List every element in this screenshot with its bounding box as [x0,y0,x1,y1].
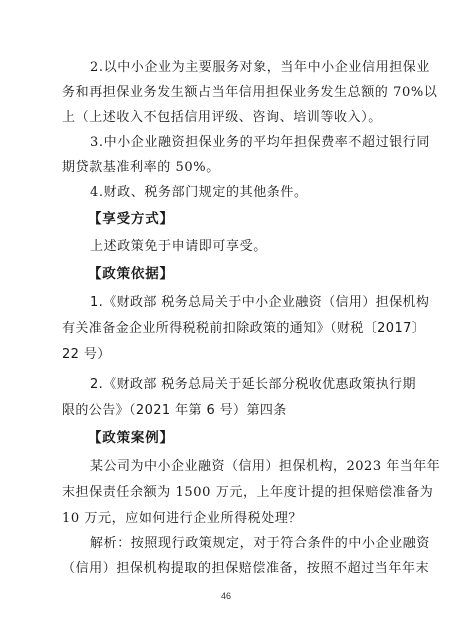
condition-3-line-1: 3.中小企业融资担保业务的平均年担保费率不超过银行同 [90,135,431,150]
policy-basis-1-line-1: 1.《财政部 税务总局关于中小企业融资（信用）担保机构 [90,295,430,310]
condition-3-line-2: 期贷款基准利率的 50%。 [62,160,220,175]
policy-basis-2-line-1: 2.《财政部 税务总局关于延长部分税收优惠政策执行期 [90,377,416,392]
condition-2-line-1: 2.以中小企业为主要服务对象，当年中小企业信用担保业 [90,60,431,75]
policy-case-para-2-line-1: 解析：按照现行政策规定，对于符合条件的中小企业融资 [90,536,431,551]
condition-2-line-2: 务和再担保业务发生额占当年信用担保业务发生总额的 70%以 [62,85,438,100]
policy-basis-2-line-2: 限的公告》（2021 年第 6 号）第四条 [62,403,287,418]
policy-case-para-1-line-1: 某公司为中小企业融资（信用）担保机构，2023 年当年年 [90,459,441,474]
policy-case-para-1-line-2: 末担保责任余额为 1500 万元，上年度计提的担保赔偿准备为 [62,485,434,500]
page-number: 46 [220,591,231,601]
policy-basis-1-line-2: 有关准备金企业所得税税前扣除政策的通知》（财税〔2017〕 [62,321,426,336]
enjoy-method-heading: 【享受方式】 [88,211,174,227]
policy-case-heading: 【政策案例】 [88,430,174,446]
policy-basis-heading: 【政策依据】 [88,266,174,282]
policy-case-para-2-line-2: （信用）担保机构提取的担保赔偿准备，按照不超过当年年末 [62,561,430,576]
enjoy-method-text: 上述政策免于申请即可享受。 [90,239,267,254]
policy-case-para-1-line-3: 10 万元，应如何进行企业所得税处理？ [62,511,303,526]
policy-basis-1-line-3: 22 号） [62,347,111,362]
condition-4-line-1: 4.财政、税务部门规定的其他条件。 [90,185,308,200]
condition-2-line-3: 上（上述收入不包括信用评级、咨询、培训等收入）。 [62,110,382,125]
